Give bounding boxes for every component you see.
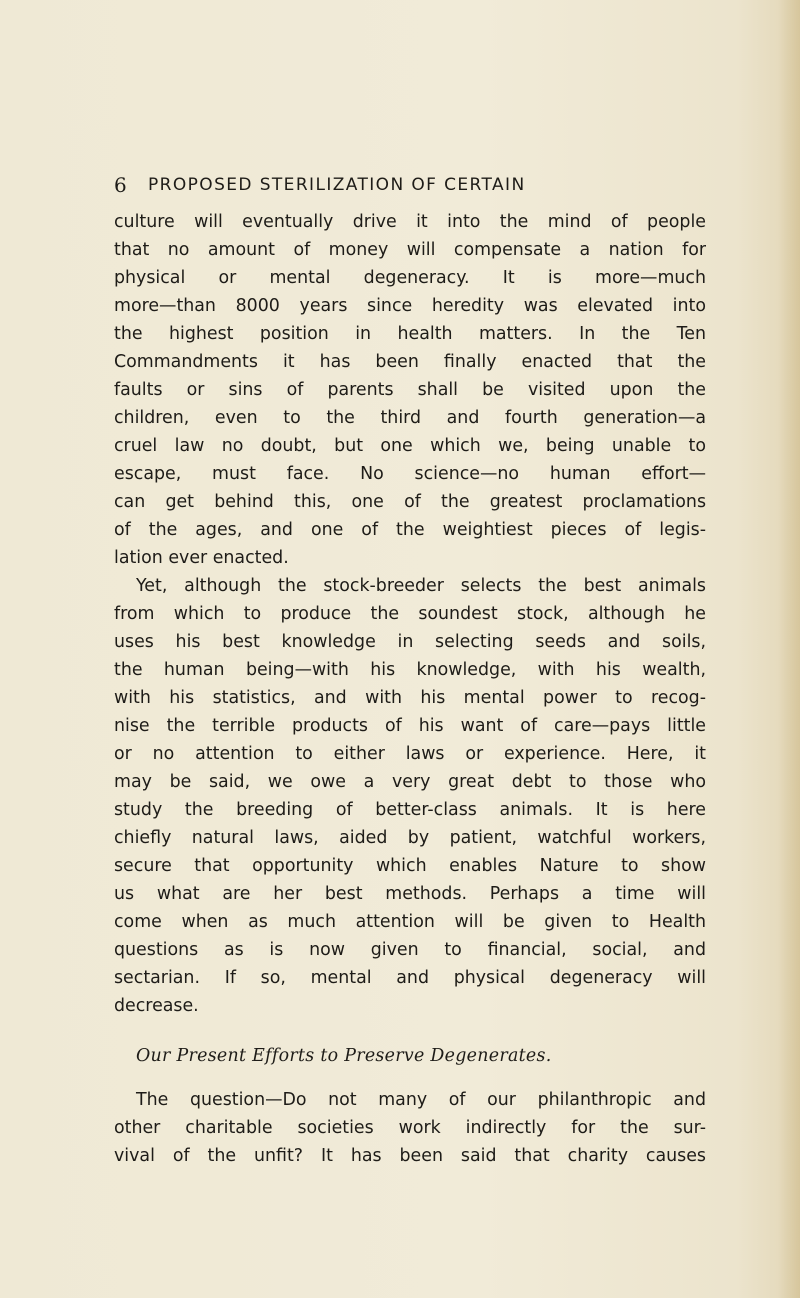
text-line: the highest position in health matters. In the Ten bbox=[114, 324, 706, 344]
paragraph-2 bbox=[114, 572, 706, 1020]
text-line: decrease. bbox=[114, 996, 199, 1016]
text-line: vival of the unfit? It has been said that charity causes bbox=[114, 1146, 706, 1166]
text-line: can get behind this, one of the greatest proclamations bbox=[114, 492, 706, 512]
text-line: other charitable societies work indirectly for the sur- bbox=[114, 1118, 706, 1138]
text-line: questions as is now given to financial, social, and bbox=[114, 940, 706, 960]
running-head bbox=[114, 172, 754, 198]
text-line: of the ages, and one of the weightiest pieces of legis- bbox=[114, 520, 706, 540]
text-line: culture will eventually drive it into the mind of people bbox=[114, 212, 706, 232]
text-line: with his statistics, and with his mental power to recog- bbox=[114, 688, 706, 708]
text-line: may be said, we owe a very great debt to those who bbox=[114, 772, 706, 792]
text-line: uses his best knowledge in selecting seeds and soils, bbox=[114, 632, 706, 652]
page-edge-shading bbox=[778, 0, 800, 1298]
text-line: physical or mental degeneracy. It is more—much bbox=[114, 268, 706, 288]
paragraph-3 bbox=[114, 1086, 706, 1170]
text-line: lation ever enacted. bbox=[114, 548, 289, 568]
text-line: that no amount of money will compensate a nation for bbox=[114, 240, 706, 260]
page-number: 6 bbox=[114, 173, 129, 197]
text-line: Yet, although the stock-breeder selects the best animals bbox=[136, 576, 706, 596]
text-line: The question—Do not many of our philanthropic and bbox=[136, 1090, 706, 1110]
text-line: nise the terrible products of his want of care—pays little bbox=[114, 716, 706, 736]
body-text bbox=[114, 208, 706, 1170]
text-line: chiefly natural laws, aided by patient, watchful workers, bbox=[114, 828, 706, 848]
text-line: faults or sins of parents shall be visited upon the bbox=[114, 380, 706, 400]
text-line: cruel law no doubt, but one which we, being unable to bbox=[114, 436, 706, 456]
text-line: study the breeding of better-class animals. It is here bbox=[114, 800, 706, 820]
text-line: secure that opportunity which enables Nature to show bbox=[114, 856, 706, 876]
text-line: more—than 8000 years since heredity was elevated into bbox=[114, 296, 706, 316]
text-line: Commandments it has been finally enacted that the bbox=[114, 352, 706, 372]
text-line: or no attention to either laws or experience. Here, it bbox=[114, 744, 706, 764]
text-line: the human being—with his knowledge, with his wealth, bbox=[114, 660, 706, 680]
text-line: sectarian. If so, mental and physical degeneracy will bbox=[114, 968, 706, 988]
text-line: come when as much attention will be given to Health bbox=[114, 912, 706, 932]
paragraph-1 bbox=[114, 208, 706, 572]
text-line: escape, must face. No science—no human effort— bbox=[114, 464, 706, 484]
text-line: us what are her best methods. Perhaps a time will bbox=[114, 884, 706, 904]
text-line: children, even to the third and fourth generation—a bbox=[114, 408, 706, 428]
text-line: from which to produce the soundest stock, although he bbox=[114, 604, 706, 624]
section-subheading: Our Present Efforts to Preserve Degenerates. bbox=[136, 1046, 552, 1066]
running-head-title: PROPOSED STERILIZATION OF CERTAIN bbox=[148, 175, 526, 195]
